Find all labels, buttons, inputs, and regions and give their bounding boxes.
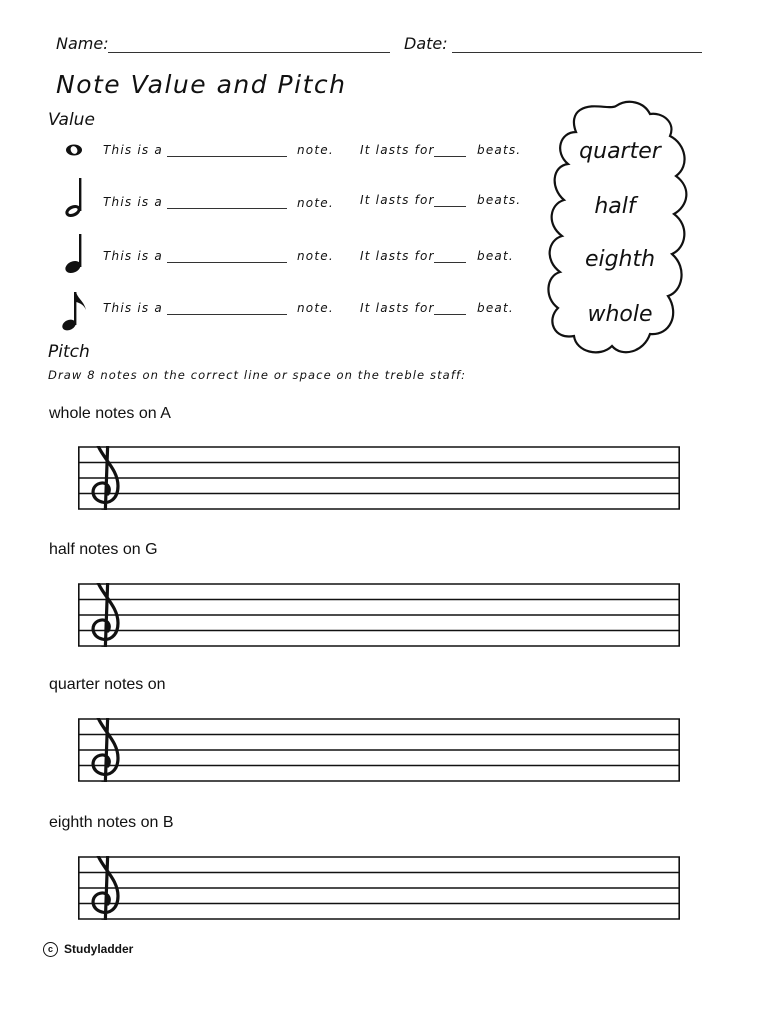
row-unit: beats.	[477, 193, 522, 207]
note-name-blank[interactable]	[167, 208, 287, 209]
staff-label: quarter notes on	[49, 676, 166, 693]
staff-label: eighth notes on B	[49, 814, 174, 831]
date-field[interactable]	[452, 52, 702, 53]
word-bank-item: quarter	[579, 139, 661, 164]
row-prefix: This is a	[103, 301, 163, 315]
note-name-blank[interactable]	[167, 156, 287, 157]
beats-blank[interactable]	[434, 206, 466, 207]
row-prefix: This is a	[103, 249, 163, 263]
row-note-word: note.	[297, 196, 334, 210]
eighth-note-icon	[62, 290, 92, 332]
note-name-blank[interactable]	[167, 262, 287, 263]
beats-blank[interactable]	[434, 314, 466, 315]
row-unit: beat.	[477, 249, 514, 263]
row-prefix: This is a	[103, 195, 163, 209]
pitch-instructions: Draw 8 notes on the correct line or space on the treble staff:	[48, 368, 467, 382]
word-bank-item: eighth	[584, 247, 656, 272]
beats-blank[interactable]	[434, 262, 466, 263]
word-bank-item: whole	[587, 302, 653, 327]
row-unit: beats.	[477, 143, 522, 157]
word-bank-item: half	[594, 194, 636, 219]
value-heading: Value	[48, 110, 95, 130]
row-prefix: This is a	[103, 143, 163, 157]
staff-label: half notes on G	[49, 541, 158, 558]
date-label: Date:	[404, 34, 448, 53]
page-title: Note Value and Pitch	[56, 70, 347, 99]
staff-label: whole notes on A	[49, 405, 171, 422]
footer-copyright	[43, 942, 133, 957]
copyright-icon: c	[43, 942, 58, 957]
half-note-icon	[62, 176, 86, 218]
row-note-word: note.	[297, 301, 334, 315]
row-lasts: It lasts for	[360, 143, 435, 157]
name-label: Name:	[56, 34, 109, 53]
row-note-word: note.	[297, 249, 334, 263]
treble-staff[interactable]	[78, 856, 680, 920]
brand-name: Studyladder	[64, 942, 134, 956]
row-unit: beat.	[477, 301, 514, 315]
treble-staff[interactable]	[78, 446, 680, 510]
note-name-blank[interactable]	[167, 314, 287, 315]
row-lasts: It lasts for	[360, 193, 435, 207]
whole-note-icon	[62, 138, 86, 162]
treble-staff[interactable]	[78, 718, 680, 782]
name-field[interactable]	[108, 52, 390, 53]
beats-blank[interactable]	[434, 156, 466, 157]
quarter-note-icon	[62, 232, 86, 274]
row-note-word: note.	[297, 143, 334, 157]
treble-staff[interactable]	[78, 583, 680, 647]
row-lasts: It lasts for	[360, 249, 435, 263]
pitch-heading: Pitch	[48, 342, 90, 362]
row-lasts: It lasts for	[360, 301, 435, 315]
